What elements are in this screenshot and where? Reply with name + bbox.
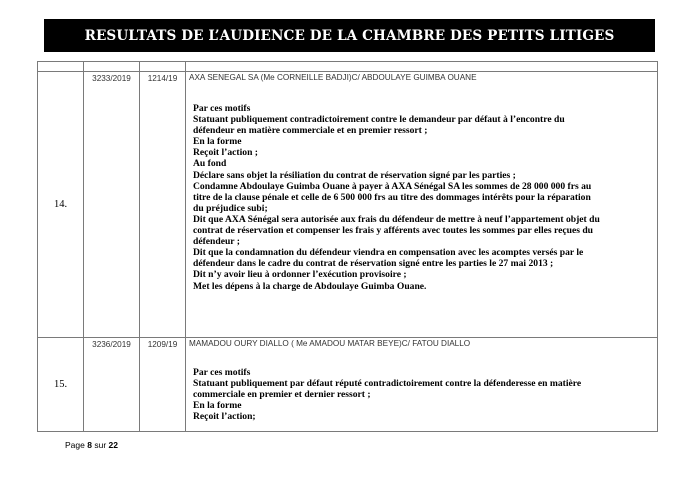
- header-banner: [44, 19, 655, 52]
- case-parties: AXA SENEGAL SA (Me CORNEILLE BADJI)C/ ABDOULAYE GUIMBA OUANE: [189, 73, 477, 82]
- case-role-number: 3236/2019: [84, 338, 140, 432]
- decision-line: Par ces motifs: [193, 367, 251, 378]
- decision-line: Statuant publiquement par défaut réputé contradictoirement contre la défenderesse en matière: [193, 378, 582, 390]
- decision-line: Reçoit l’action;: [193, 411, 256, 423]
- case-decision-cell: [186, 338, 658, 432]
- decision-line: En la forme: [193, 136, 242, 148]
- decision-line: contrat de réservation et compenser les frais y afférents avec toutes les sommes par elles reçues du: [193, 225, 593, 237]
- case-number: 14.: [38, 72, 84, 338]
- decision-line: Dit que la condamnation du défendeur viendra en compensation avec les acomptes versés par le: [193, 247, 584, 259]
- decision-line: du préjudice subi;: [193, 202, 268, 214]
- results-table: [37, 61, 658, 432]
- page-footer: [65, 440, 118, 450]
- table-row: [38, 72, 658, 338]
- case-decision-text: [186, 93, 657, 292]
- decision-line: En la forme: [193, 400, 242, 412]
- page-title: RESULTATS DE L’AUDIENCE DE LA CHAMBRE DES PETITS LITIGES: [84, 27, 615, 44]
- decision-line: Condamne Abdoulaye Guimba Ouane à payer à AXA Sénégal SA les sommes de 28 000 000 frs au: [193, 180, 592, 192]
- decision-line: commerciale en premier et dernier ressort ;: [193, 389, 371, 401]
- decision-line: Au fond: [193, 158, 227, 170]
- table-spacer-row: [38, 62, 658, 72]
- case-decision-text: [186, 359, 657, 422]
- table-row: [38, 338, 658, 432]
- footer-page-number: 8: [87, 440, 92, 450]
- case-repertoire-number: 1209/19: [140, 338, 186, 432]
- footer-page-total: 22: [108, 440, 118, 450]
- decision-line: Statuant publiquement contradictoirement contre le demandeur par défaut à l’encontre du: [193, 114, 565, 126]
- decision-line: titre de la clause pénale et celle de 6 500 000 frs au titre des dommages intérêts pour la réparation: [193, 191, 591, 203]
- decision-line: Par ces motifs: [193, 103, 251, 114]
- case-number: 15.: [38, 338, 84, 432]
- footer-separator: sur: [94, 440, 107, 450]
- decision-line: Met les dépens à la charge de Abdoulaye Guimba Ouane.: [193, 280, 427, 292]
- decision-line: défendeur ;: [193, 236, 240, 248]
- footer-page-label: Page: [65, 440, 85, 450]
- case-decision-cell: [186, 72, 658, 338]
- case-parties: MAMADOU OURY DIALLO ( Me AMADOU MATAR BEYE)C/ FATOU DIALLO: [189, 339, 471, 348]
- case-role-number: 3233/2019: [84, 72, 140, 338]
- decision-line: Reçoit l’action ;: [193, 147, 259, 159]
- case-repertoire-number: 1214/19: [140, 72, 186, 338]
- decision-line: défendeur dans le cadre du contrat de réservation signé entre les parties le 27 mai 2013 ;: [193, 258, 554, 270]
- decision-line: Dit que AXA Sénégal sera autorisée aux frais du défendeur de mettre à neuf l’appartement objet du: [193, 213, 600, 225]
- decision-line: Déclare sans objet la résiliation du contrat de réservation signé par les parties ;: [193, 169, 516, 181]
- decision-line: défendeur en matière commerciale et en premier ressort ;: [193, 125, 428, 137]
- decision-line: Dit n’y avoir lieu à ordonner l’exécution provisoire ;: [193, 269, 407, 281]
